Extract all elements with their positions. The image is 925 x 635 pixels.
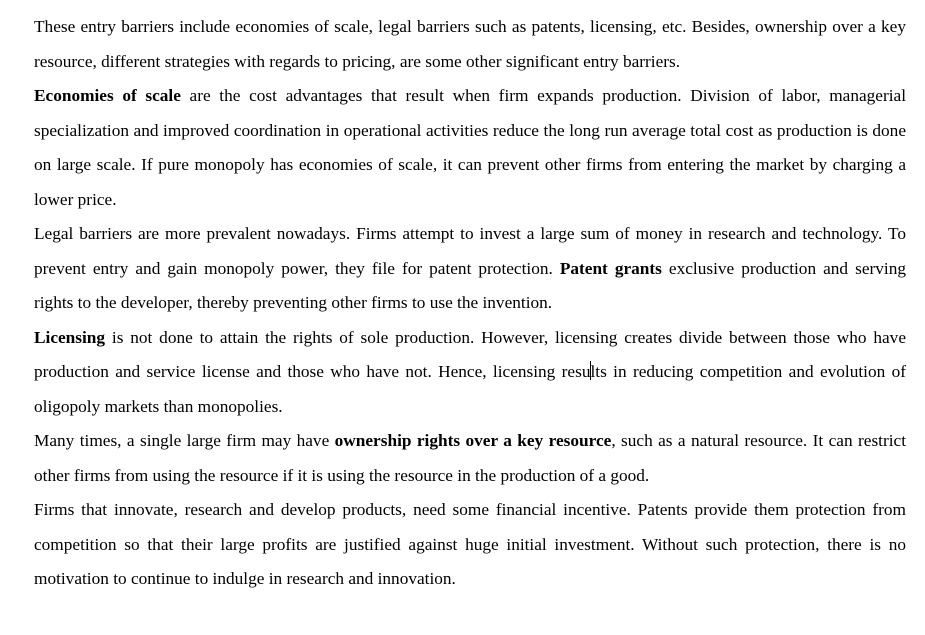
paragraph-text: is not done to attain the rights of sole production. However, licensing creates divide between those who have production and service license and those who have not. Hence, licensing resu	[34, 327, 906, 381]
paragraph-text: are the cost advantages that result when firm expands production. Division of labor, managerial specialization and improved coordination in operational activities reduce the long run average total cost as production is done on large scale. If pure monopoly has economies of scale, it can prevent other firms from entering the market by charging a lower price.	[34, 86, 907, 209]
paragraph-licensing	[34, 321, 906, 425]
paragraph-text: These entry barriers include economies of scale, legal barriers such as patents, licensing, etc. Besides, ownership over a key resource, different strategies with regards to pricing, are some other significant entry barriers.	[34, 17, 906, 71]
paragraph-entry-barriers	[34, 10, 906, 79]
bold-term-licensing: Licensing	[34, 327, 106, 347]
paragraph-text: Many times, a single large firm may have	[34, 431, 335, 450]
paragraph-key-resource	[34, 424, 906, 493]
paragraph-legal-barriers	[34, 217, 906, 321]
bold-term-economies-of-scale: Economies of scale	[34, 86, 181, 105]
paragraph-text: , such as a natural resource. It can restrict other firms from using the resource if it is using the resource in the production of a good.	[34, 431, 906, 485]
paragraph-text: lts in reducing competition and evolution of oligopoly markets than monopolies.	[34, 362, 907, 416]
document-body[interactable]	[34, 10, 906, 597]
paragraph-text: exclusive production and serving rights to the developer, thereby preventing other firms to use the invention.	[34, 258, 906, 312]
bold-term-patent-grants: Patent grants	[559, 258, 662, 278]
paragraph-innovation	[34, 493, 906, 597]
paragraph-economies-of-scale	[34, 79, 906, 217]
paragraph-text: Legal barriers are more prevalent nowadays. Firms attempt to invest a large sum of money in research and technology. To prevent entry and gain monopoly power, they file for patent protection.	[34, 224, 906, 278]
paragraph-text: Firms that innovate, research and develop products, need some financial incentive. Patents provide them protection from competition so that their large profits are justified against huge initial investment. Without such protection, there is no motivation to continue to indulge in research and innovation.	[34, 500, 906, 588]
bold-term-ownership-rights: ownership rights over a key resource	[334, 431, 612, 450]
